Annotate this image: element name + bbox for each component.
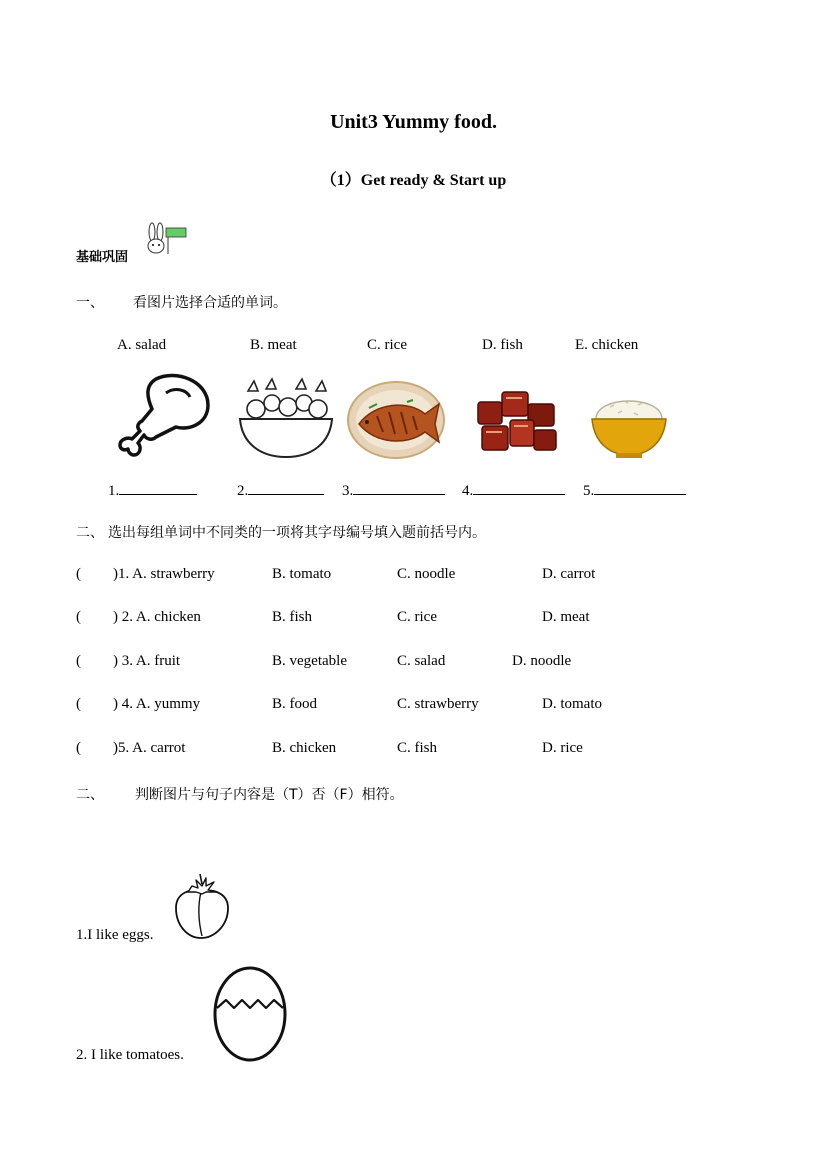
- question-1-d: D. carrot: [542, 566, 596, 582]
- question-2-a: ) 2. A. chicken: [113, 609, 201, 625]
- question-2-b: B. fish: [272, 609, 313, 625]
- tomato-icon: [166, 870, 236, 940]
- question-5-b: B. chicken: [272, 740, 337, 756]
- salad-bowl-icon: [236, 377, 336, 461]
- part1-instruction: 看图片选择合适的单词。: [133, 295, 287, 311]
- blank-4[interactable]: 4.: [462, 480, 565, 500]
- option-c: C. rice: [367, 337, 407, 353]
- question-1-c: C. noodle: [397, 566, 456, 582]
- chicken-leg-icon: [116, 371, 212, 459]
- question-5-d: D. rice: [542, 740, 583, 756]
- statement-2: 2. I like tomatoes.: [76, 1047, 184, 1063]
- question-4-b: B. food: [272, 696, 317, 712]
- answer-paren[interactable]: (: [76, 696, 81, 712]
- blank-5[interactable]: 5.: [583, 480, 686, 500]
- blank-3[interactable]: 3.: [342, 480, 445, 500]
- egg-icon: [212, 964, 288, 1062]
- option-e: E. chicken: [575, 337, 639, 353]
- part2-instruction: 选出每组单词中不同类的一项将其字母编号填入题前括号内。: [108, 525, 486, 541]
- part1-number: 一、: [76, 295, 104, 311]
- option-b: B. meat: [250, 337, 297, 353]
- page-title: Unit3 Yummy food.: [330, 111, 497, 133]
- question-3-a: ) 3. A. fruit: [113, 653, 181, 669]
- question-4-d: D. tomato: [542, 696, 602, 712]
- page-subtitle: （1）Get ready & Start up: [320, 172, 507, 189]
- fish-plate-icon: [347, 380, 445, 460]
- question-3-b: B. vegetable: [272, 653, 347, 669]
- option-a: A. salad: [117, 337, 167, 353]
- question-1-b: B. tomato: [272, 566, 332, 582]
- rice-bowl-icon: [590, 385, 668, 459]
- statement-1: 1.I like eggs.: [76, 927, 154, 943]
- part3-instruction: 判断图片与句子内容是（T）否（F）相符。: [135, 787, 404, 803]
- question-4-c: C. strawberry: [397, 696, 479, 712]
- question-3-c: C. salad: [397, 653, 446, 669]
- question-5-c: C. fish: [397, 740, 438, 756]
- question-2-d: D. meat: [542, 609, 590, 625]
- question-5-a: )5. A. carrot: [113, 740, 186, 756]
- blank-2[interactable]: 2.: [237, 480, 324, 500]
- rabbit-sticker-icon: [142, 222, 190, 258]
- question-1-a: )1. A. strawberry: [113, 566, 215, 582]
- part3-number: 二、: [76, 787, 104, 803]
- meat-dish-icon: [472, 382, 560, 458]
- blank-1[interactable]: 1.: [108, 480, 197, 500]
- question-3-d: D. noodle: [512, 653, 572, 669]
- answer-paren[interactable]: (: [76, 566, 81, 582]
- answer-paren[interactable]: (: [76, 740, 81, 756]
- section-label: 基础巩固: [76, 250, 129, 265]
- part2-number: 二、: [76, 525, 104, 541]
- option-d: D. fish: [482, 337, 523, 353]
- question-4-a: ) 4. A. yummy: [113, 696, 201, 712]
- answer-paren[interactable]: (: [76, 609, 81, 625]
- answer-paren[interactable]: (: [76, 653, 81, 669]
- question-2-c: C. rice: [397, 609, 437, 625]
